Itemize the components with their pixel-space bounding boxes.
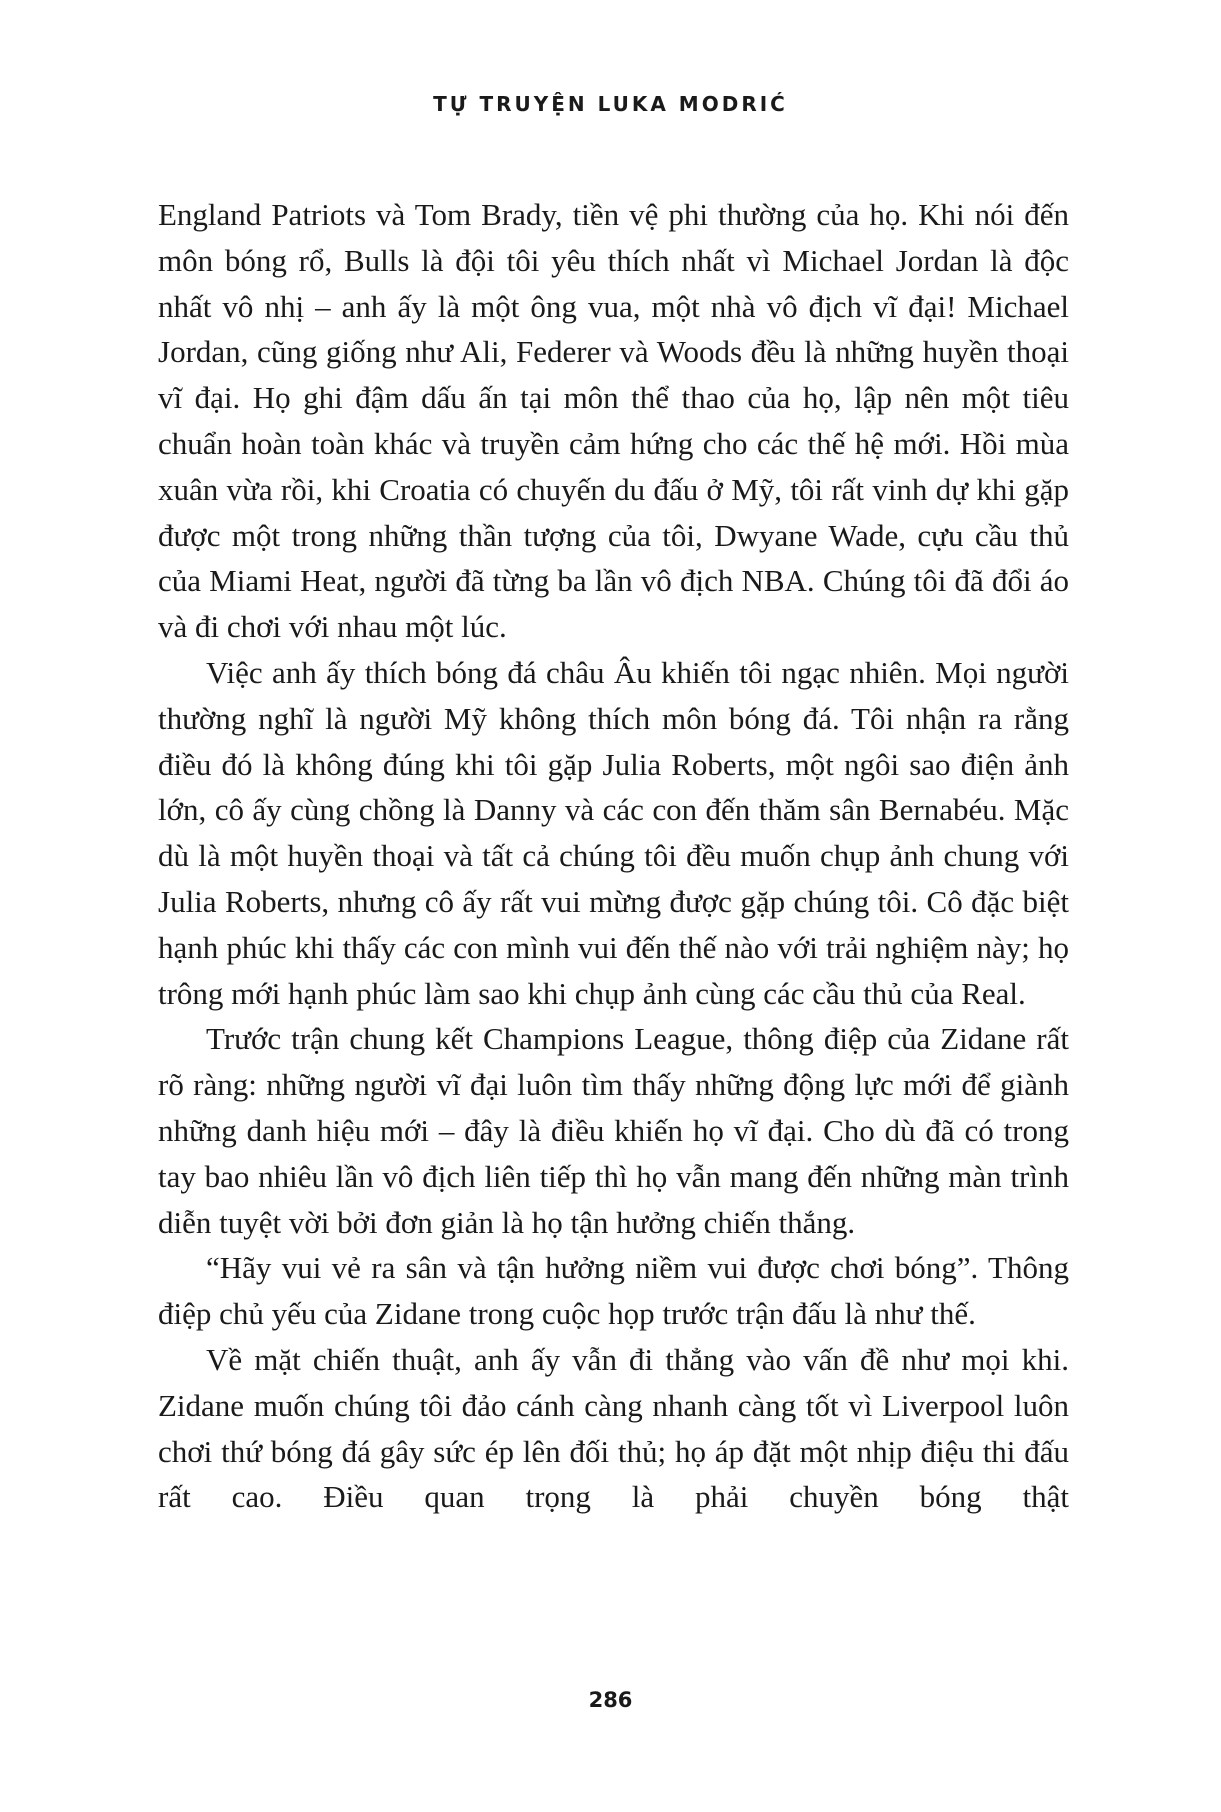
paragraph: Trước trận chung kết Champions League, thông điệp của Zidane rất rõ ràng: những người vĩ đại luôn tìm thấy những động lực mới để giành những danh hiệu mới – đây là điều khiến họ vĩ đại. Cho dù đã có trong tay bao nhiêu lần vô địch liên tiếp thì họ vẫn mang đến những màn trình diễn tuyệt vời bởi đơn giản là họ tận hưởng chiến thắng. [158, 1021, 1069, 1240]
page-number: 286 [588, 1688, 633, 1712]
paragraph: “Hãy vui vẻ ra sân và tận hưởng niềm vui được chơi bóng”. Thông điệp chủ yếu của Zidane trong cuộc họp trước trận đấu là như thế. [158, 1250, 1069, 1332]
paragraph: England Patriots và Tom Brady, tiền vệ phi thường của họ. Khi nói đến môn bóng rổ, Bulls là đội tôi yêu thích nhất vì Michael Jordan là độc nhất vô nhị – anh ấy là một ông vua, một nhà vô địch vĩ đại! Michael Jordan, cũng giống như Ali, Federer và Woods đều là những huyền thoại vĩ đại. Họ ghi đậm dấu ấn tại môn thể thao của họ, lập nên một tiêu chuẩn hoàn toàn khác và truyền cảm hứng cho các thế hệ mới. Hồi mùa xuân vừa rồi, khi Croatia có chuyến du đấu ở Mỹ, tôi rất vinh dự khi gặp được một trong những thần tượng của tôi, Dwyane Wade, cựu cầu thủ của Miami Heat, người đã từng ba lần vô địch NBA. Chúng tôi đã đổi áo và đi chơi với nhau một lúc. [158, 197, 1069, 645]
body-text [158, 192, 1069, 1520]
running-header: TỰ TRUYỆN LUKA MODRIĆ [433, 92, 788, 116]
paragraph: Việc anh ấy thích bóng đá châu Âu khiến tôi ngạc nhiên. Mọi người thường nghĩ là người Mỹ không thích môn bóng đá. Tôi nhận ra rằng điều đó là không đúng khi tôi gặp Julia Roberts, một ngôi sao điện ảnh lớn, cô ấy cùng chồng là Danny và các con đến thăm sân Bernabéu. Mặc dù là một huyền thoại và tất cả chúng tôi đều muốn chụp ảnh chung với Julia Roberts, nhưng cô ấy rất vui mừng được gặp chúng tôi. Cô đặc biệt hạnh phúc khi thấy các con mình vui đến thế nào với trải nghiệm này; họ trông mới hạnh phúc làm sao khi chụp ảnh cùng các cầu thủ của Real. [158, 654, 1069, 1011]
paragraph: Về mặt chiến thuật, anh ấy vẫn đi thẳng vào vấn đề như mọi khi. Zidane muốn chúng tôi đảo cánh càng nhanh càng tốt vì Liverpool luôn chơi thứ bóng đá gây sức ép lên đối thủ; họ áp đặt một nhịp điệu thi đấu rất cao. Điều quan trọng là phải chuyền bóng thật [158, 1341, 1069, 1515]
